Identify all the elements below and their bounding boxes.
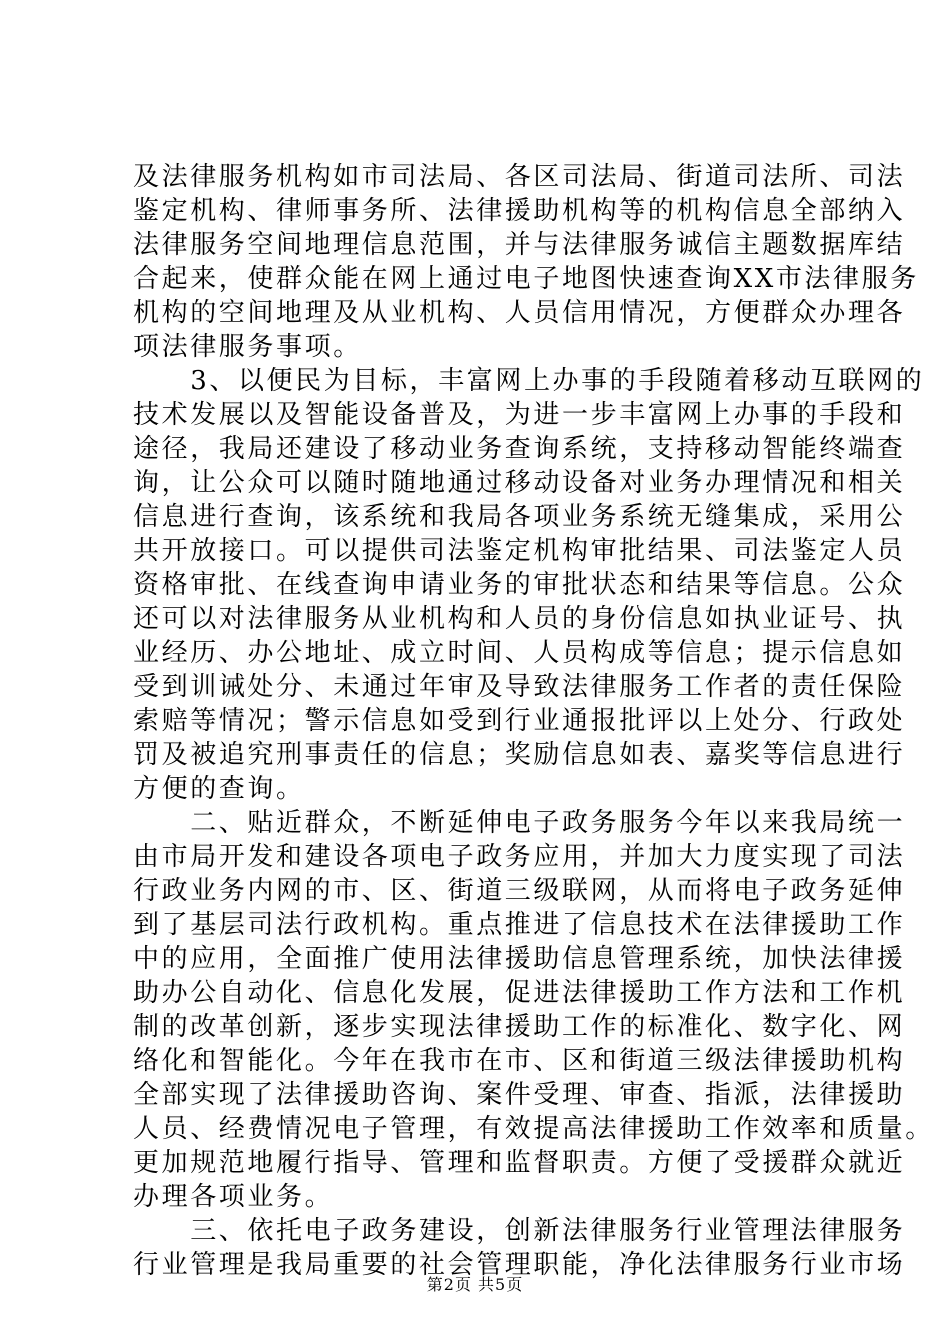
body-text-line: 到了基层司法行政机构。重点推进了信息技术在法律援助工作 xyxy=(133,910,906,940)
body-text-line: 人员、经费情况电子管理，有效提高法律援助工作效率和质量。 xyxy=(133,1114,934,1144)
body-text-line: 项法律服务事项。 xyxy=(133,332,362,362)
body-text-line: 络化和智能化。今年在我市在市、区和街道三级法律援助机构 xyxy=(133,1046,906,1076)
body-text-line: 及法律服务机构如市司法局、各区司法局、街道司法所、司法 xyxy=(133,162,906,192)
body-text-line: 询，让公众可以随时随地通过移动设备对业务办理情况和相关 xyxy=(133,468,906,498)
body-text-line: 由市局开发和建设各项电子政务应用，并加大力度实现了司法 xyxy=(133,842,906,872)
body-text-line: 二、贴近群众，不断延伸电子政务服务今年以来我局统一 xyxy=(133,808,906,838)
body-text-line: 方便的查询。 xyxy=(133,774,305,804)
body-text-line: 共开放接口。可以提供司法鉴定机构审批结果、司法鉴定人员 xyxy=(133,536,906,566)
body-text-line: 鉴定机构、律师事务所、法律援助机构等的机构信息全部纳入 xyxy=(133,196,906,226)
body-text-line: 行业管理是我局重要的社会管理职能，净化法律服务行业市场 xyxy=(133,1250,906,1280)
body-text-line: 索赔等情况；警示信息如受到行业通报批评以上处分、行政处 xyxy=(133,706,906,736)
body-text-line: 合起来，使群众能在网上通过电子地图快速查询XX市法律服务 xyxy=(133,264,919,294)
body-text-line: 罚及被追究刑事责任的信息；奖励信息如表、嘉奖等信息进行 xyxy=(133,740,906,770)
body-text-line: 途径，我局还建设了移动业务查询系统，支持移动智能终端查 xyxy=(133,434,906,464)
body-text-line: 更加规范地履行指导、管理和监督职责。方便了受援群众就近 xyxy=(133,1148,906,1178)
body-text-line: 法律服务空间地理信息范围，并与法律服务诚信主题数据库结 xyxy=(133,230,906,260)
body-text-line: 业经历、办公地址、成立时间、人员构成等信息；提示信息如 xyxy=(133,638,906,668)
body-text-line: 机构的空间地理及从业机构、人员信用情况，方便群众办理各 xyxy=(133,298,906,328)
body-text-line: 全部实现了法律援助咨询、案件受理、审查、指派，法律援助 xyxy=(133,1080,906,1110)
body-text-line: 办理各项业务。 xyxy=(133,1182,334,1212)
body-text-line: 中的应用，全面推广使用法律援助信息管理系统，加快法律援 xyxy=(133,944,906,974)
body-text-line: 行政业务内网的市、区、街道三级联网，从而将电子政务延伸 xyxy=(133,876,906,906)
body-text-line: 资格审批、在线查询申请业务的审批状态和结果等信息。公众 xyxy=(133,570,906,600)
body-text-line: 三、依托电子政务建设，创新法律服务行业管理法律服务 xyxy=(133,1216,906,1246)
page-number: 第2页 共5页 xyxy=(426,1275,524,1294)
body-text-line: 受到训诫处分、未通过年审及导致法律服务工作者的责任保险 xyxy=(133,672,906,702)
body-text-line: 3、以便民为目标，丰富网上办事的手段随着移动互联网的 xyxy=(133,366,925,396)
body-text-line: 还可以对法律服务从业机构和人员的身份信息如执业证号、执 xyxy=(133,604,906,634)
body-text-line: 助办公自动化、信息化发展，促进法律援助工作方法和工作机 xyxy=(133,978,906,1008)
body-text-line: 技术发展以及智能设备普及，为进一步丰富网上办事的手段和 xyxy=(133,400,906,430)
body-text-line: 信息进行查询，该系统和我局各项业务系统无缝集成，采用公 xyxy=(133,502,906,532)
body-text-line: 制的改革创新，逐步实现法律援助工作的标准化、数字化、网 xyxy=(133,1012,906,1042)
